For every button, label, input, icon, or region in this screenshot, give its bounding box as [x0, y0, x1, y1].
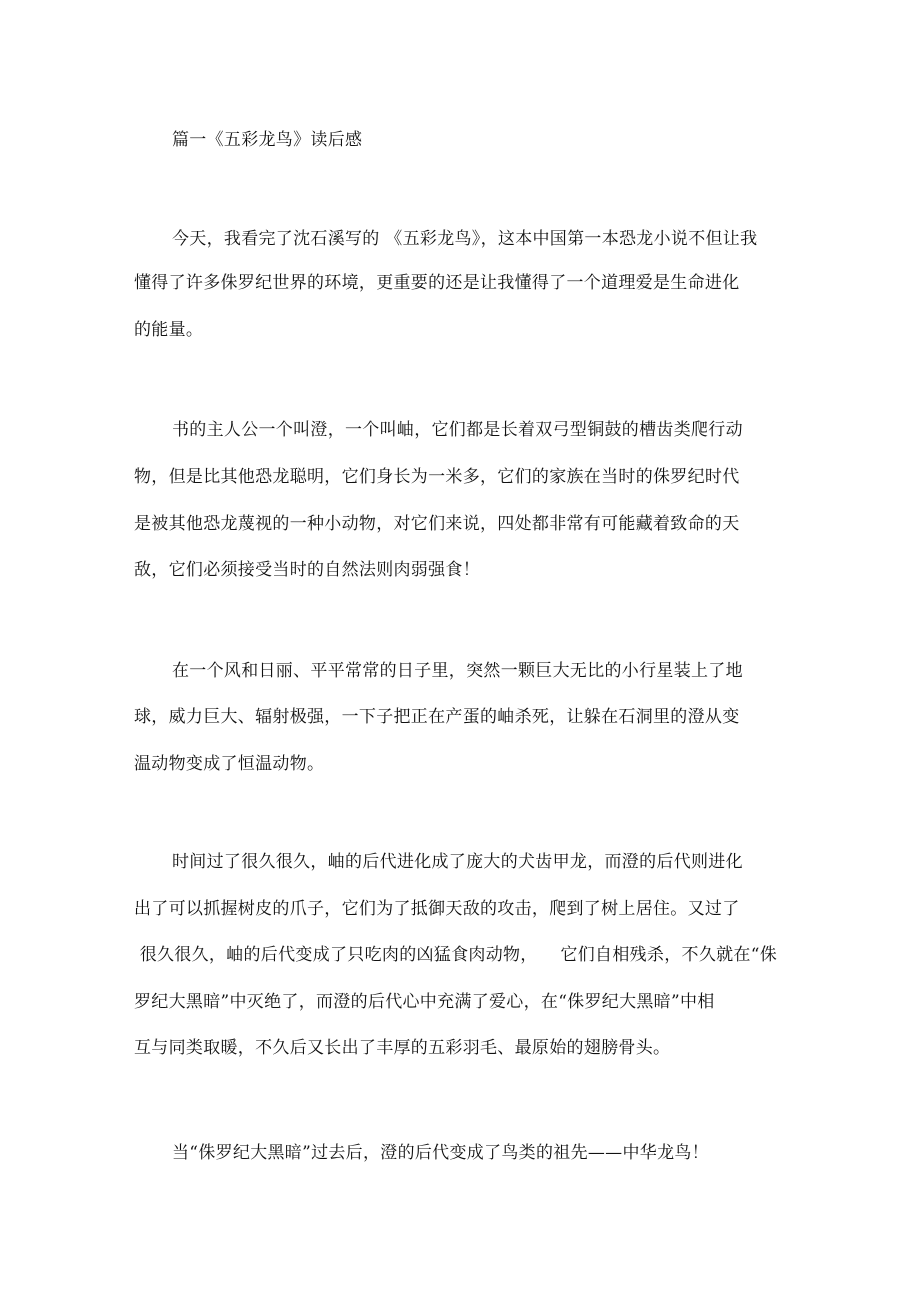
text-line: 球，威力巨大、辐射极强，一下子把正在产蛋的岫杀死，让躲在石洞里的澄从变	[134, 707, 740, 727]
text-line: 懂得了许多侏罗纪世界的环境，更重要的还是让我懂得了一个道理爱是生命进化	[134, 273, 740, 293]
text-line: 在一个风和日丽、平平常常的日子里，突然一颗巨大无比的小行星装上了地	[172, 661, 743, 681]
text-line: 的能量。	[134, 320, 204, 340]
text-line: 今天，我看完了沈石溪写的 《五彩龙鸟》，这本中国第一本恐龙小说不但让我	[172, 229, 758, 249]
text-line: 温动物变成了恒温动物。	[134, 754, 325, 774]
document-title: 篇一《五彩龙鸟》读后感	[172, 130, 363, 150]
text-line: 当“侏罗纪大黑暗”过去后，澄的后代变成了鸟类的祖先——中华龙鸟！	[172, 1143, 709, 1163]
text-line: 很久很久，岫的后代变成了只吃肉的凶猛食肉动物， 它们自相残杀，不久就在“侏	[134, 945, 778, 965]
text-line: 物，但是比其他恐龙聪明，它们身长为一米多，它们的家族在当时的侏罗纪时代	[134, 467, 740, 487]
text-line: 书的主人公一个叫澄，一个叫岫，它们都是长着双弓型铜鼓的槽齿类爬行动	[172, 420, 743, 440]
text-line: 敌，它们必须接受当时的自然法则肉弱强食！	[134, 560, 480, 580]
text-line: 罗纪大黑暗”中灭绝了，而澄的后代心中充满了爱心，在“侏罗纪大黑暗”中相	[134, 992, 715, 1012]
text-line: 出了可以抓握树皮的爪子，它们为了抵御天敌的攻击，爬到了树上居住。又过了	[134, 899, 740, 919]
text-line: 互与同类取暖，不久后又长出了丰厚的五彩羽毛、最原始的翅膀骨头。	[134, 1038, 671, 1058]
text-line: 是被其他恐龙蔑视的一种小动物，对它们来说，四处都非常有可能藏着致命的天	[134, 514, 740, 534]
text-line: 时间过了很久很久，岫的后代进化成了庞大的犬齿甲龙，而澄的后代则进化	[172, 852, 743, 872]
